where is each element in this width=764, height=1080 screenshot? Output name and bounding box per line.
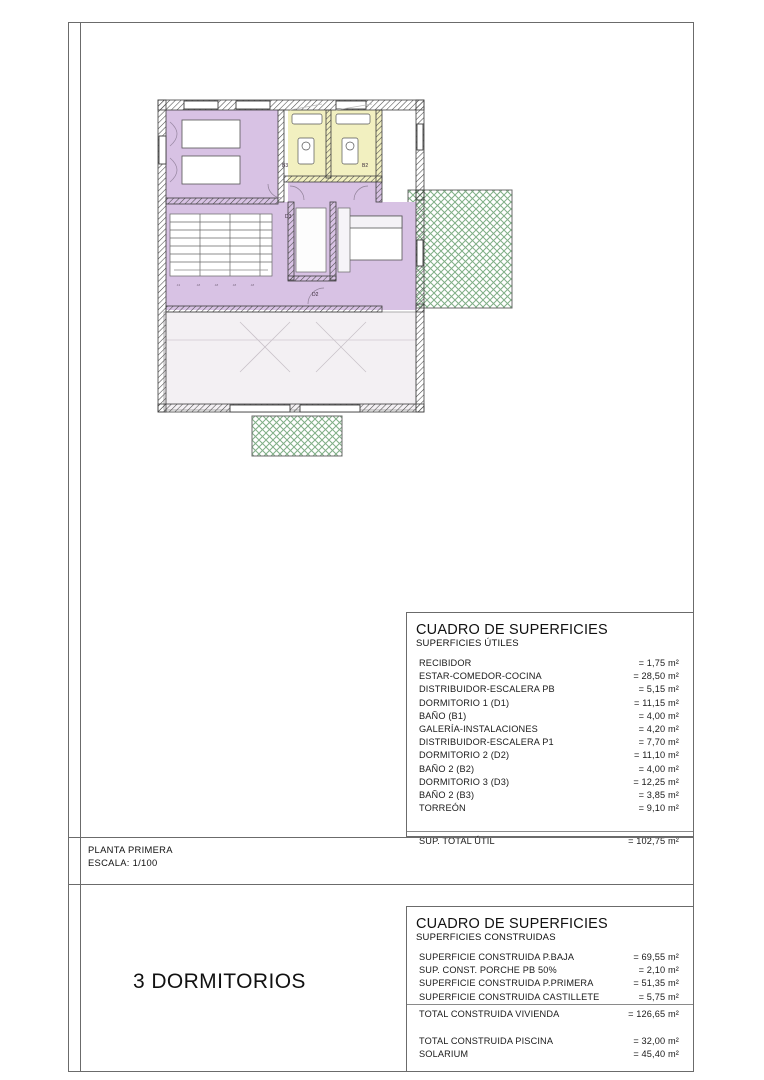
table-row: [407, 1035, 693, 1048]
plan-label-b2: B2: [362, 163, 369, 169]
planta-label: [88, 843, 173, 869]
row-label: SUPERFICIE CONSTRUIDA CASTILLETE: [419, 991, 600, 1002]
row-value: = 5,15 m²: [638, 684, 679, 695]
row-value: = 9,10 m²: [638, 803, 679, 814]
page-title: 3 DORMITORIOS: [133, 970, 306, 993]
svg-text:.13: .13: [176, 283, 181, 287]
row-value: = 45,40 m²: [633, 1049, 679, 1060]
row-value: = 28,50 m²: [633, 671, 679, 682]
surfaces-useful-title: CUADRO DE SUPERFICIES: [416, 622, 608, 638]
roof-void-area: [164, 312, 416, 410]
row-label: BAÑO 2 (B3): [419, 790, 475, 801]
svg-text:.18: .18: [250, 283, 255, 287]
row-label: TOTAL CONSTRUIDA PISCINA: [419, 1036, 554, 1047]
row-label: SUP. CONST. PORCHE PB 50%: [419, 965, 557, 976]
row-label: DORMITORIO 2 (D2): [419, 750, 510, 761]
svg-text:.18: .18: [232, 283, 237, 287]
total-label: SUP. TOTAL ÚTIL: [419, 836, 495, 847]
table-row: [407, 683, 693, 696]
surfaces-useful-rows: [407, 657, 693, 815]
row-label: SUPERFICIE CONSTRUIDA P.BAJA: [419, 952, 575, 962]
row-value: = 51,35 m²: [633, 978, 679, 989]
table-row: [407, 723, 693, 736]
table-row: [407, 951, 693, 964]
row-value: = 12,25 m²: [633, 776, 679, 787]
svg-text:.18: .18: [214, 283, 219, 287]
row-label: DISTRIBUIDOR-ESCALERA PB: [419, 684, 555, 695]
row-label: DISTRIBUIDOR-ESCALERA P1: [419, 737, 554, 748]
staircase: [170, 214, 272, 276]
total-value: = 102,75 m²: [628, 836, 679, 847]
row-value: = 2,10 m²: [638, 965, 679, 976]
row-value: = 3,85 m²: [638, 790, 679, 801]
row-label: DORMITORIO 3 (D3): [419, 776, 510, 787]
surfaces-built-total: [407, 1005, 693, 1021]
surfaces-useful-subtitle: SUPERFICIES ÚTILES: [416, 638, 519, 649]
table-row: [407, 991, 693, 1004]
floor-plan: [140, 90, 580, 470]
row-label: SUPERFICIE CONSTRUIDA P.PRIMERA: [419, 978, 594, 989]
sheet-divider-bottom: [69, 884, 694, 885]
total-label: TOTAL CONSTRUIDA VIVIENDA: [419, 1008, 560, 1019]
table-row: [407, 964, 693, 977]
table-row: [407, 736, 693, 749]
row-value: = 5,75 m²: [638, 991, 679, 1002]
table-row: [407, 763, 693, 776]
surfaces-built-rows: [407, 951, 693, 1004]
surfaces-built-title: CUADRO DE SUPERFICIES: [416, 916, 608, 932]
total-value: = 126,65 m²: [628, 1008, 679, 1019]
row-value: = 1,75 m²: [638, 658, 679, 668]
row-label: DORMITORIO 1 (D1): [419, 697, 510, 708]
surfaces-useful-total: [407, 832, 693, 848]
row-value: = 4,00 m²: [638, 763, 679, 774]
table-row: [407, 776, 693, 789]
sheet-divider-top: [69, 837, 694, 838]
table-row: [407, 670, 693, 683]
table-row: [407, 1048, 693, 1061]
row-label: SOLARIUM: [419, 1049, 469, 1060]
table-row: [407, 657, 693, 670]
row-label: ESTAR-COMEDOR-COCINA: [419, 671, 542, 682]
surfaces-built-table: [406, 906, 694, 1072]
row-value: = 32,00 m²: [633, 1036, 679, 1047]
surfaces-built-subtitle: SUPERFICIES CONSTRUIDAS: [416, 932, 556, 943]
row-label: BAÑO 2 (B2): [419, 763, 475, 774]
row-value: = 7,70 m²: [638, 737, 679, 748]
row-label: BAÑO (B1): [419, 710, 467, 721]
row-label: GALERÍA-INSTALACIONES: [419, 724, 538, 735]
table-row: [407, 697, 693, 710]
row-value: = 11,10 m²: [634, 750, 679, 761]
row-value: = 69,55 m²: [633, 952, 679, 962]
table-row: [407, 710, 693, 723]
row-value: = 4,20 m²: [638, 724, 679, 735]
plan-label-b3: B3: [282, 163, 289, 169]
garden-patch: [252, 416, 342, 456]
row-label: RECIBIDOR: [419, 658, 472, 668]
table-row: [407, 977, 693, 990]
table-row: [407, 749, 693, 762]
sheet-left-margin-line: [80, 22, 81, 1072]
table-row: [407, 802, 693, 815]
closets: [296, 208, 350, 272]
surfaces-built-extra-rows: [407, 1035, 693, 1061]
planta-name: PLANTA PRIMERA: [88, 844, 173, 855]
row-label: TORREÓN: [419, 803, 466, 814]
svg-text:.18: .18: [196, 283, 201, 287]
row-value: = 4,00 m²: [638, 710, 679, 721]
surfaces-useful-table: [406, 612, 694, 847]
plan-label-d3: D3: [285, 214, 292, 220]
row-value: = 11,15 m²: [634, 697, 679, 708]
table-row: [407, 789, 693, 802]
planta-scale: ESCALA: 1/100: [88, 857, 158, 868]
plan-label-d2: D2: [312, 292, 319, 298]
